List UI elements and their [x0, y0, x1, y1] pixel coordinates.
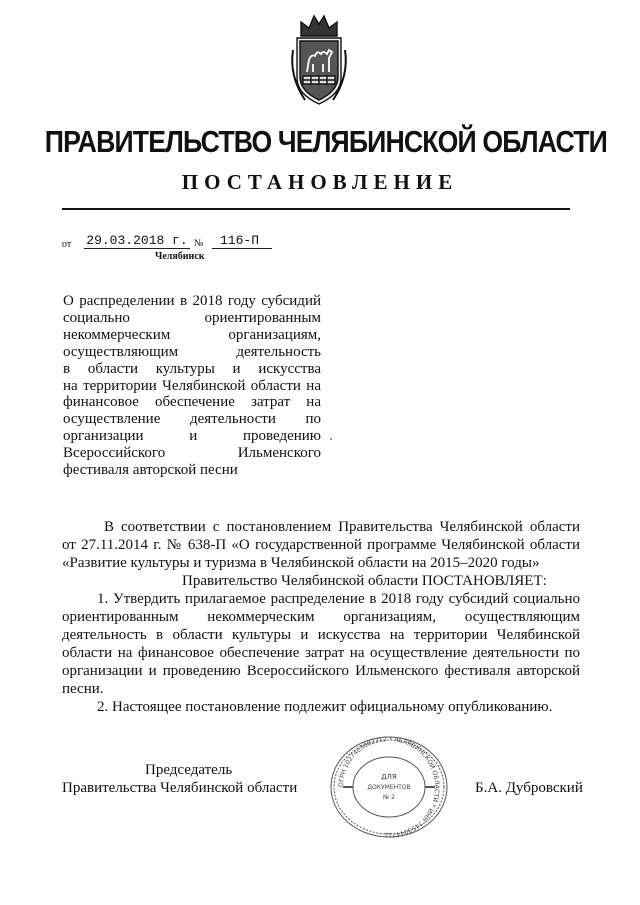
subject-line: социально ориентированным: [63, 309, 321, 326]
item-1-line: песни.: [62, 681, 104, 697]
signer-title-line-1: Председатель: [145, 762, 233, 778]
signer-name: Б.А. Дубровский: [475, 780, 583, 796]
subject-line: О распределении в 2018 году субсидий: [63, 293, 321, 309]
document-date: 29.03.2018 г.: [84, 233, 190, 249]
subject-line: Всероссийского Ильменского: [63, 445, 321, 462]
signer-title-line-2: Правительства Челябинской области: [62, 780, 298, 796]
document-body: [62, 518, 580, 716]
date-prefix-label: от: [62, 239, 72, 250]
document-subject: [63, 293, 321, 479]
government-title: ПРАВИТЕЛЬСТВО ЧЕЛЯБИНСКОЙ ОБЛАСТИ: [44, 124, 607, 159]
subject-line: некоммерческим организациям,: [63, 326, 321, 343]
item-1-line: области на финансовое обеспечение затрат на осуществление деятельности по: [62, 645, 580, 661]
item-1-line: 1. Утвердить прилагаемое распределение в 2018 году субсидий социально: [97, 591, 580, 607]
stamp-center-text-3: № 2: [383, 794, 395, 801]
stamp-center-text-1: ДЛЯ: [381, 773, 397, 781]
city-label: Челябинск: [155, 251, 205, 262]
item-1-line: деятельность в области культуры и искусства на территории Челябинской: [62, 627, 580, 643]
stamp-outer-text: ОГРН 1027403882212 * ЧЕЛЯБИНСКОЙ ОБЛАСТИ * ИНН 7453044711: [337, 735, 441, 839]
preamble-line: от 27.11.2014 г. № 638-П «О государственной программе Челябинской области: [62, 537, 580, 553]
subject-line: осуществляющим деятельность: [63, 343, 321, 360]
official-stamp: [325, 733, 453, 841]
subject-line: осуществление деятельности по: [63, 411, 321, 428]
subject-line: организации и проведению: [63, 428, 321, 445]
number-sign-label: №: [194, 238, 204, 249]
subject-line: в области культуры и искусства: [63, 360, 321, 377]
document-type: ПОСТАНОВЛЕНИЕ: [181, 170, 459, 194]
header-divider: [62, 208, 570, 210]
subject-line: на территории Челябинской области на: [63, 377, 321, 394]
stamp-center-text-2: ДОКУМЕНТОВ: [367, 784, 411, 791]
subject-line: фестиваля авторской песни: [63, 462, 238, 479]
item-2-line: 2. Настоящее постановление подлежит официальному опубликованию.: [97, 699, 553, 715]
resolves-line: Правительство Челябинской области ПОСТАНОВЛЯЕТ:: [182, 573, 547, 589]
subject-line: финансовое обеспечение затрат на: [63, 394, 321, 411]
scan-speck: [330, 438, 332, 440]
document-number: 116-П: [212, 233, 272, 249]
preamble-line: В соответствии с постановлением Правительства Челябинской области: [104, 519, 580, 535]
item-1-line: ориентированным некоммерческим организациям, осуществляющим: [62, 609, 580, 625]
item-1-line: организации и проведению Всероссийского Ильменского фестиваля авторской: [62, 663, 580, 679]
coat-of-arms-emblem: [287, 10, 351, 110]
preamble-line: «Развитие культуры и туризма в Челябинской области на 2015–2020 годы»: [62, 555, 540, 571]
